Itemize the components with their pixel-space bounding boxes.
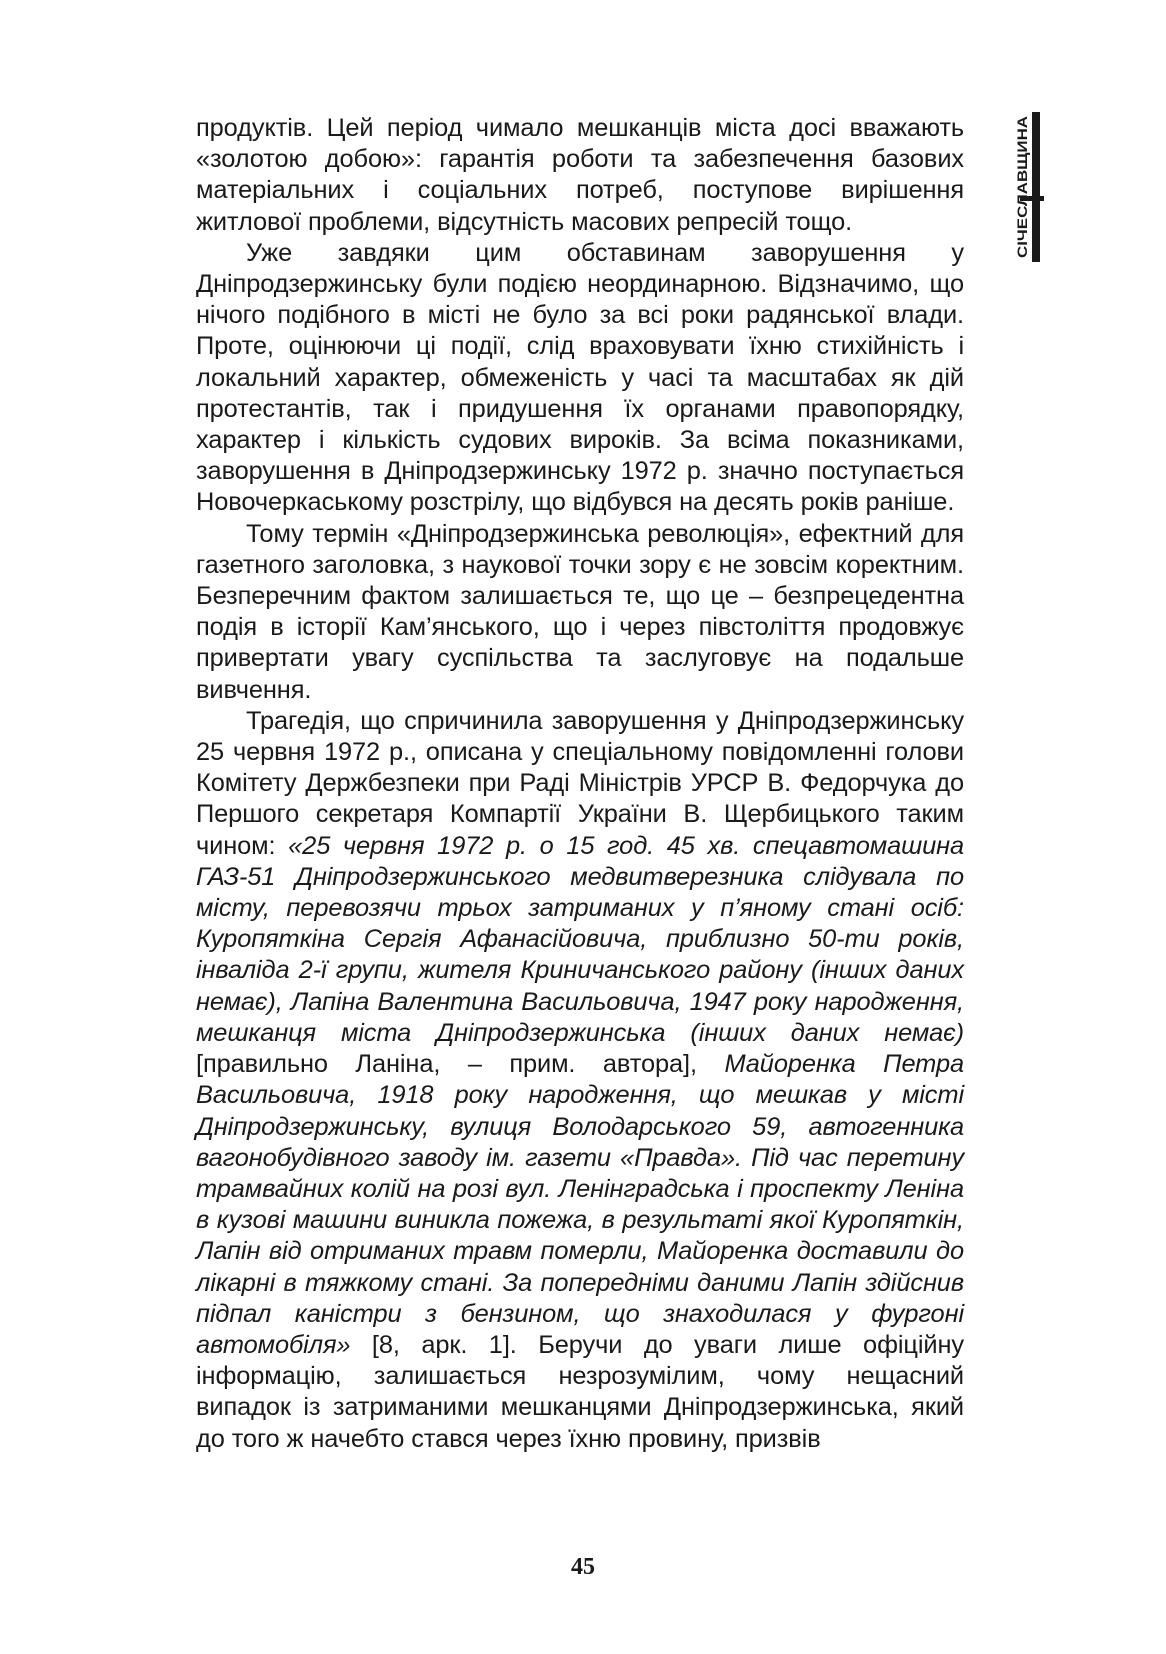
logo-text: СІЧЕСЛАВЩИНА <box>1014 140 1030 258</box>
page-number: 45 <box>571 1554 595 1580</box>
paragraph <box>196 706 964 1455</box>
paragraph-text: Трагедія, що спричинила заворушення у Дніпродзержинську 25 червня 1972 р., описана у спеціальному повідомленні голови Комітету Держбезпеки при Раді Міністрів УРСР В. Федорчука до Першого секретаря Компартії України В. Щербицького таким чином: <box>196 706 964 860</box>
quote-text: Майоренка Петра Васильовича, 1918 року народження, що мешкав у місті Дніпродзержинську, вулиця Володарського 59, автогенника вагонобудівного заводу ім. газети «Правда». Під час перетину трамвайних колій на розі вул. Ленінградська і проспекту Леніна в кузові машини виникла пожежа, в результаті якої Куропяткін, Лапін від отриманих травм померли, Майоренка доставили до лікарні в тяжкому стані. За попередніми даними Лапін здійснив підпал каністри з бензином, що знаходилася у фургоні автомобіля» <box>196 1050 964 1359</box>
quote-text: «25 червня 1972 р. о 15 год. 45 хв. спецавтомашина ГАЗ-51 Дніпродзержинського медвитверезника слідувала по місту, перевозячи трьох затриманих у п’яному стані осіб: Куропяткіна Сергія Афанасійовича, приблизно 50-ти років, інваліда 2-ї групи, жителя Криничанського району (інших даних немає), Лапіна Валентина Васильовича, 1947 року народження, мешканця міста Дніпродзержинська (інших даних немає) <box>196 831 964 1047</box>
paragraph-text: Уже завдяки цим обставинам заворушення у Дніпродзержинську були подією неординарною. Відзначимо, що нічого подібного в місті не було за всі роки радянської влади. Проте, оцінюючи ці події, слід враховувати їхню стихійність і локальний характер, обмеженість у часі та масштабах як дій протестантів, так і придушення їх органами правопорядку, характер і кількість судових вироків. За всіма показниками, заворушення в Дніпродзержинську 1972 р. значно поступається Новочеркаському розстрілу, що відбувся на десять років раніше. <box>196 238 964 517</box>
paragraph <box>196 238 964 519</box>
paragraph <box>196 519 964 706</box>
paragraph-text: Тому термін «Дніпродзержинська революція», ефектний для газетного заголовка, з наукової точки зору є не зовсім коректним. Безперечним фактом залишається те, що це – безпрецедентна подія в історії Кам’янського, що і через півстоліття продовжує привертати увагу суспільства та заслуговує на подальше вивчення. <box>196 519 964 704</box>
paragraph <box>196 113 964 238</box>
paragraph-text: продуктів. Цей період чимало мешканців міста досі вважають «золотою добою»: гарантія роботи та забезпечення базових матеріальних і соціальних потреб, поступове вирішення житлової проблеми, відсутність масових репресій тощо. <box>196 114 964 236</box>
publisher-logo <box>998 112 1044 262</box>
paragraph-text: [8, арк. 1]. Беручи до уваги лише офіційну інформацію, залишається незрозумілим, чому нещасний випадок із затриманими мешканцями Дніпродзержинська, який до того ж начебто стався через їхню провину, призвів <box>196 1330 964 1453</box>
body-text <box>196 113 964 1455</box>
logo-bar <box>1032 112 1040 262</box>
paragraph-text: [правильно Ланіна, – прим. автора], <box>196 1050 725 1079</box>
